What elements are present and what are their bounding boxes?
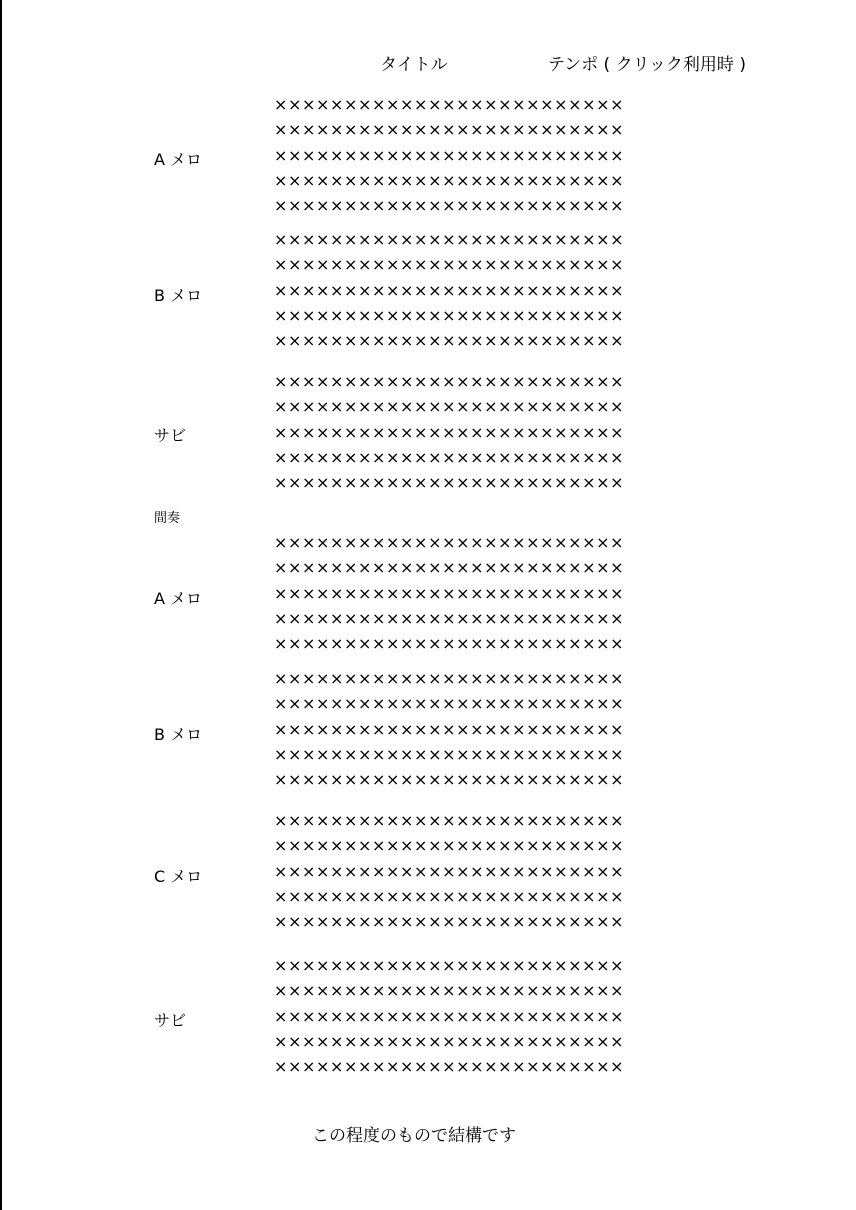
section-label: 間奏 bbox=[154, 511, 181, 526]
lyric-lines bbox=[274, 227, 624, 353]
lyric-line: ××××××××××××××××××××××××× bbox=[274, 196, 625, 216]
lyric-lines bbox=[274, 530, 624, 656]
lyric-lines bbox=[274, 666, 624, 792]
lyric-line: ××××××××××××××××××××××××× bbox=[274, 473, 625, 493]
section-label: A メロ bbox=[154, 150, 203, 169]
lyric-line: ××××××××××××××××××××××××× bbox=[274, 255, 625, 275]
lyric-line: ××××××××××××××××××××××××× bbox=[274, 397, 625, 417]
lyric-line: ××××××××××××××××××××××××× bbox=[274, 1057, 625, 1077]
lyric-line: ××××××××××××××××××××××××× bbox=[274, 447, 625, 467]
lyric-line: ××××××××××××××××××××××××× bbox=[274, 558, 625, 578]
section-label: サビ bbox=[154, 1011, 187, 1030]
lyric-line: ××××××××××××××××××××××××× bbox=[274, 145, 625, 165]
lyric-line: ××××××××××××××××××××××××× bbox=[274, 861, 625, 881]
lyric-line: ××××××××××××××××××××××××× bbox=[274, 230, 625, 249]
lyric-line: ××××××××××××××××××××××××× bbox=[274, 95, 625, 114]
lyric-line: ××××××××××××××××××××××××× bbox=[274, 1031, 625, 1051]
lyric-lines bbox=[274, 92, 624, 218]
footer-note: この程度のもので結構です bbox=[312, 1126, 516, 1146]
lyric-line: ××××××××××××××××××××××××× bbox=[274, 583, 625, 603]
section-label: A メロ bbox=[154, 589, 203, 608]
section-label: B メロ bbox=[154, 286, 203, 305]
lyric-line: ××××××××××××××××××××××××× bbox=[274, 372, 625, 391]
lyric-line: ××××××××××××××××××××××××× bbox=[274, 280, 625, 300]
lyric-line: ××××××××××××××××××××××××× bbox=[274, 305, 625, 325]
lyric-line: ××××××××××××××××××××××××× bbox=[274, 744, 625, 764]
lyric-line: ××××××××××××××××××××××××× bbox=[274, 912, 625, 932]
lyric-line: ××××××××××××××××××××××××× bbox=[274, 719, 625, 739]
lyric-lines bbox=[274, 808, 624, 934]
page-left-border bbox=[0, 0, 2, 1210]
lyric-line: ××××××××××××××××××××××××× bbox=[274, 770, 625, 790]
lyric-line: ××××××××××××××××××××××××× bbox=[274, 836, 625, 856]
lyric-line: ××××××××××××××××××××××××× bbox=[274, 634, 625, 654]
lyric-line: ××××××××××××××××××××××××× bbox=[274, 981, 625, 1001]
section-label: C メロ bbox=[154, 867, 203, 886]
song-title-heading: タイトル bbox=[380, 55, 448, 75]
lyric-line: ××××××××××××××××××××××××× bbox=[274, 886, 625, 906]
lyric-line: ××××××××××××××××××××××××× bbox=[274, 811, 625, 830]
lyric-line: ××××××××××××××××××××××××× bbox=[274, 533, 625, 552]
lyric-line: ××××××××××××××××××××××××× bbox=[274, 1006, 625, 1026]
lyric-lines bbox=[274, 369, 624, 495]
section-label: B メロ bbox=[154, 725, 203, 744]
lyric-line: ××××××××××××××××××××××××× bbox=[274, 120, 625, 140]
lyric-lines bbox=[274, 953, 624, 1079]
lyric-line: ××××××××××××××××××××××××× bbox=[274, 170, 625, 190]
tempo-heading: テンポ ( クリック利用時 ) bbox=[548, 55, 746, 75]
lyric-line: ××××××××××××××××××××××××× bbox=[274, 694, 625, 714]
lyric-line: ××××××××××××××××××××××××× bbox=[274, 331, 625, 351]
lyric-line: ××××××××××××××××××××××××× bbox=[274, 608, 625, 628]
lyric-line: ××××××××××××××××××××××××× bbox=[274, 956, 625, 975]
lyric-line: ××××××××××××××××××××××××× bbox=[274, 669, 625, 688]
lyric-line: ××××××××××××××××××××××××× bbox=[274, 422, 625, 442]
section-label: サビ bbox=[154, 426, 187, 445]
